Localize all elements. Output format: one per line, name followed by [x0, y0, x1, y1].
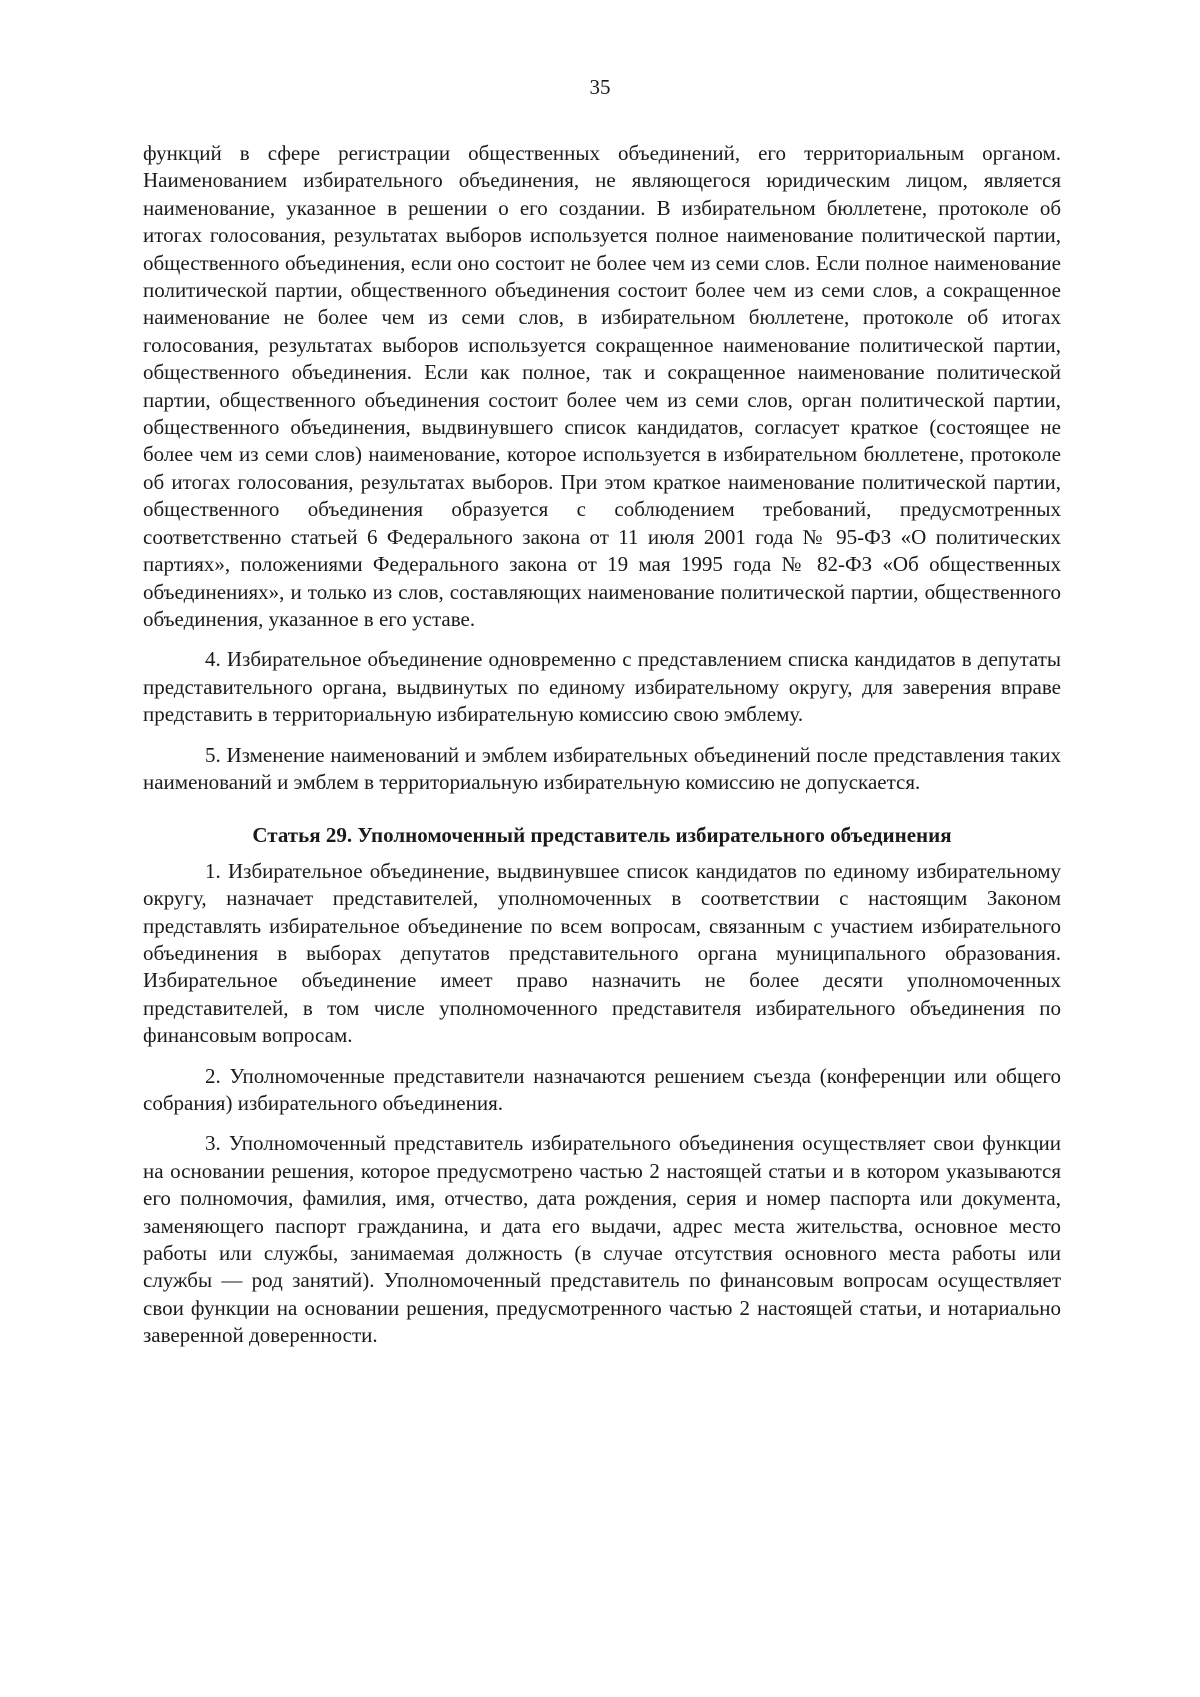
paragraph-item-1: 1. Избирательное объединение, выдвинувшее список кандидатов по единому избирательному округу, назначает представителей, уполномоченных в соответствии с настоящим Законом представлять избирательное объединение по всем вопросам, связанным с участием избирательного объединения в выборах депутатов представительного органа муниципального образования. Избирательное объединение имеет право назначить не более десяти уполномоченных представителей, в том числе уполномоченного представителя избирательного объединения по финансовым вопросам. — [143, 858, 1061, 1048]
paragraph-item-5: 5. Изменение наименований и эмблем избирательных объединений после представления таких наименований и эмблем в территориальную избирательную комиссию не допускается. — [143, 742, 1061, 794]
paragraph-item-2: 2. Уполномоченные представители назначаются решением съезда (конференции или общего собрания) избирательного объединения. — [143, 1063, 1061, 1115]
page-number: 35 — [589, 75, 611, 99]
paragraph-item-3: 3. Уполномоченный представитель избирательного объединения осуществляет свои функции на основании решения, которое предусмотрено частью 2 настоящей статьи и в котором указываются его полномочия, фамилия, имя, отчество, дата рождения, серия и номер паспорта или документа, заменяющего паспорт гражданина, и дата его выдачи, адрес места жительства, основное место работы или службы, занимаемая должность (в случае отсутствия основного места работы или службы — род занятий). Уполномоченный представитель по финансовым вопросам осуществляет свои функции на основании решения, предусмотренного частью 2 настоящей статьи, и нотариально заверенной доверенности. — [143, 1131, 1061, 1348]
paragraph-item-4: 4. Избирательное объединение одновременно с представлением списка кандидатов в депутаты представительного органа, выдвинутых по единому избирательному округу, для заверения вправе представить в территориальную избирательную комиссию свою эмблему. — [143, 647, 1061, 727]
article-heading: Статья 29. Уполномоченный представитель избирательного объединения — [252, 823, 952, 848]
document-body — [143, 140, 1061, 1350]
continued-paragraph: функций в сфере регистрации общественных объединений, его территориальным органом. Наименованием избирательного объединения, не являющегося юридическим лицом, является наименование, указанное в решении о его создании. В избирательном бюллетене, протоколе об итогах голосования, результатах выборов используется полное наименование политической партии, общественного объединения, если оно состоит не более чем из семи слов. Если полное наименование политической партии, общественного объединения состоит более чем из семи слов, а сокращенное наименование не более чем из семи слов, в избирательном бюллетене, протоколе об итогах голосования, результатах выборов используется сокращенное наименование политической партии, общественного объединения. Если как полное, так и сокращенное наименование политической партии, общественного объединения состоит более чем из семи слов, орган политической партии, общественного объединения, выдвинувшего список кандидатов, согласует краткое (состоящее не более чем из семи слов) наименование, которое используется в избирательном бюллетене, протоколе об итогах голосования, результатах выборов. При этом краткое наименование политической партии, общественного объединения образуется с соблюдением требований, предусмотренных соответственно статьей 6 Федерального закона от 11 июля 2001 года № 95-ФЗ «О политических партиях», положениями Федерального закона от 19 мая 1995 года № 82-ФЗ «Об общественных объединениях», и только из слов, составляющих наименование политической партии, общественного объединения, указанное в его уставе. — [143, 141, 1061, 631]
